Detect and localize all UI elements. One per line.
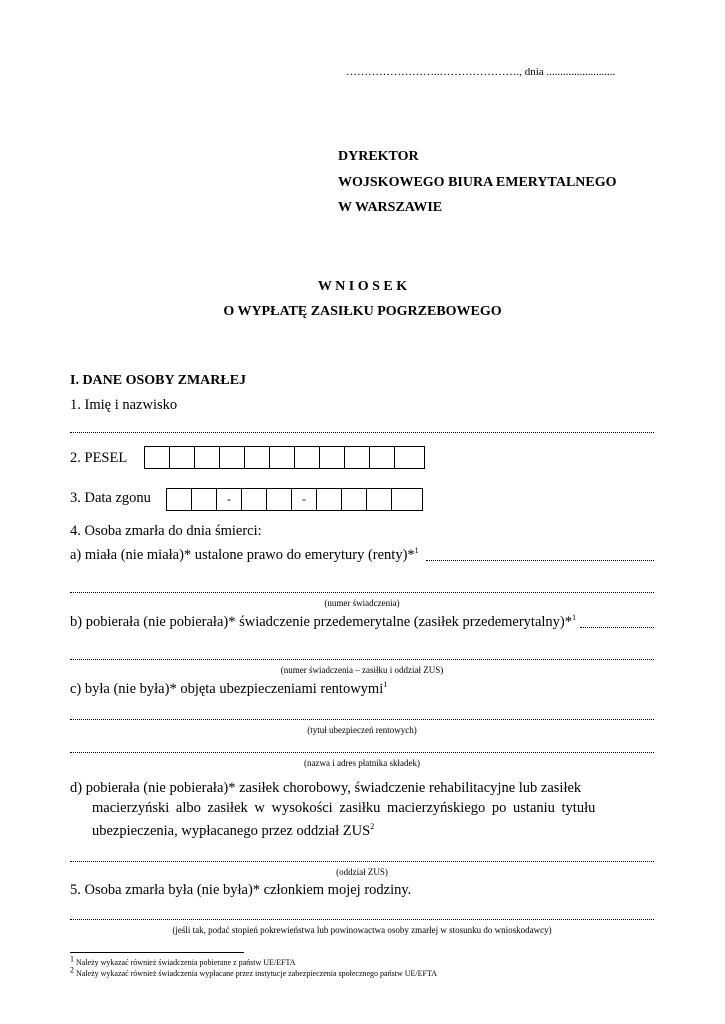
date-digit[interactable]: [392, 489, 417, 510]
item-d-line-2: macierzyński albo zasiłek w wysokości zasiłku macierzyńskiego po ustaniu tytułu: [92, 800, 596, 816]
caption-benefit-number: (numer świadczenia): [324, 598, 400, 608]
caption-payer: (nazwa i adres płatnika składek): [304, 758, 420, 768]
footnote-divider: [70, 952, 244, 953]
item-c-text: c) była (nie była)* objęta ubezpieczeniami rentowymi$^1$: [70, 680, 388, 697]
pesel-label: 2. PESEL: [70, 450, 128, 466]
item-d-line-3: ubezpieczenia, wypłacanego przez oddział ZUS$^2$: [92, 822, 375, 839]
item-b-inline-field[interactable]: [580, 627, 654, 628]
name-label: 1. Imię i nazwisko: [70, 397, 178, 413]
date-place-line[interactable]: ……………………..…………………., dnia .........................: [346, 66, 616, 78]
insurance-title-field[interactable]: [70, 719, 654, 720]
preretirement-benefit-field[interactable]: [70, 659, 654, 660]
pesel-digit[interactable]: [270, 447, 295, 468]
name-field[interactable]: [70, 432, 654, 433]
date-digit[interactable]: [167, 489, 192, 510]
caption-preretirement: (numer świadczenia – zasiłku i oddział ZUS): [280, 665, 444, 675]
footnote-ref: 2: [370, 822, 375, 832]
form-title: W N I O S E K: [317, 279, 408, 294]
death-date-field[interactable]: [166, 488, 423, 511]
pesel-digit[interactable]: [145, 447, 170, 468]
footnote-1: $^1$ Należy wykazać również świadczenia pobierane z państw UE/EFTA: [70, 954, 296, 967]
pesel-digit[interactable]: [295, 447, 320, 468]
caption-relationship: (jeśli tak, podać stopień pokrewieństwa lub powinowactwa osoby zmarłej w stosunku do wnioskodawcy): [172, 925, 552, 935]
relationship-field[interactable]: [70, 919, 654, 920]
item-a-text: a) miała (nie miała)* ustalone prawo do emerytury (renty)*$^1$: [70, 546, 419, 563]
caption-zus-branch: (oddział ZUS): [336, 867, 388, 877]
addressee-line-1: DYREKTOR: [338, 149, 419, 164]
date-digit[interactable]: [367, 489, 392, 510]
zus-branch-field[interactable]: [70, 861, 654, 862]
footnote-2: $^2$ Należy wykazać również świadczenia wypłacane przez instytucje zabezpieczenia społecznego państw UE/EFTA: [70, 965, 437, 978]
date-digit[interactable]: [242, 489, 267, 510]
footnote-ref: 1: [572, 613, 577, 623]
addressee-line-3: W WARSZAWIE: [338, 200, 443, 215]
death-date-label: 3. Data zgonu: [70, 490, 151, 506]
pesel-digit[interactable]: [370, 447, 395, 468]
date-digit[interactable]: [317, 489, 342, 510]
payer-field[interactable]: [70, 752, 654, 753]
caption-insurance-title: (tytuł ubezpieczeń rentowych): [307, 725, 417, 735]
footnote-ref: 1: [414, 546, 419, 556]
item-5-text: 5. Osoba zmarła była (nie była)* członkiem mojej rodziny.: [70, 882, 412, 898]
item-a-inline-field[interactable]: [426, 560, 654, 561]
benefit-number-field[interactable]: [70, 592, 654, 593]
date-digit[interactable]: [192, 489, 217, 510]
pesel-digit[interactable]: [320, 447, 345, 468]
section-heading: I. DANE OSOBY ZMARŁEJ: [70, 373, 247, 388]
item-d-line-1: d) pobierała (nie pobierała)* zasiłek chorobowy, świadczenie rehabilitacyjne lub zasiłek: [70, 780, 582, 796]
item-b-text: b) pobierała (nie pobierała)* świadczenie przedemerytalne (zasiłek przedemerytalny)*$^1$: [70, 613, 577, 630]
item-4-label: 4. Osoba zmarła do dnia śmierci:: [70, 523, 262, 539]
date-separator: -: [217, 489, 242, 510]
pesel-digit[interactable]: [170, 447, 195, 468]
pesel-digit[interactable]: [245, 447, 270, 468]
date-digit[interactable]: [342, 489, 367, 510]
footnote-ref: 1: [383, 680, 388, 690]
pesel-digit[interactable]: [395, 447, 420, 468]
date-separator: -: [292, 489, 317, 510]
form-subtitle: O WYPŁATĘ ZASIŁKU POGRZEBOWEGO: [223, 304, 502, 319]
pesel-digit[interactable]: [345, 447, 370, 468]
date-digit[interactable]: [267, 489, 292, 510]
pesel-digit[interactable]: [195, 447, 220, 468]
pesel-digit[interactable]: [220, 447, 245, 468]
addressee-line-2: WOJSKOWEGO BIURA EMERYTALNEGO: [338, 175, 617, 190]
pesel-field[interactable]: [144, 446, 425, 469]
